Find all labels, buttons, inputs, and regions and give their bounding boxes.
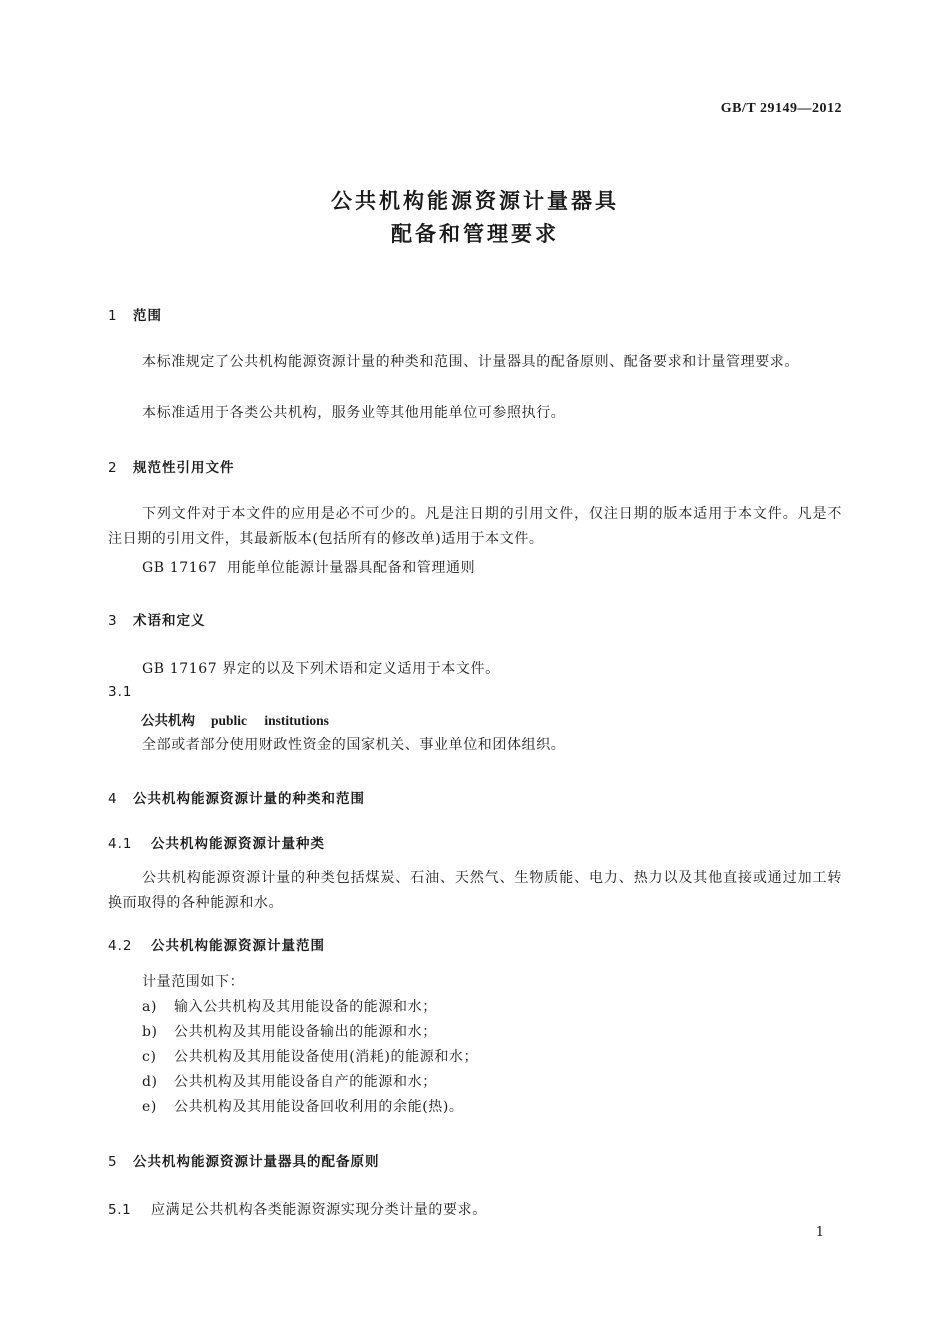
section-3-heading: [108, 609, 206, 629]
list-item: [142, 1046, 478, 1066]
clause-5-1: [108, 1199, 487, 1219]
section-title: 术语和定义: [133, 613, 206, 629]
standard-code: GB/T 29149—2012: [720, 101, 842, 116]
section-1-heading: [108, 304, 162, 324]
list-text: 公共机构及其用能设备使用(消耗)的能源和水；: [174, 1049, 479, 1065]
subsection-number: 4.2: [108, 938, 133, 954]
term-en: public institutions: [211, 713, 329, 728]
section-1-para-2: 本标准适用于各类公共机构，服务业等其他用能单位可参照执行。: [142, 405, 566, 421]
section-2-heading: [108, 456, 235, 476]
subsection-title: 公共机构能源资源计量种类: [151, 836, 325, 852]
section-number: 4: [108, 791, 118, 807]
doc-title-line1: 公共机构能源资源计量器具: [331, 189, 619, 213]
list-text: 公共机构及其用能设备自产的能源和水；: [174, 1074, 437, 1090]
list-label: e): [142, 1099, 157, 1115]
list-item: [142, 1071, 437, 1091]
list-label: b): [142, 1024, 158, 1040]
section-5-heading: [108, 1150, 380, 1170]
term-definition: 全部或者部分使用财政性资金的国家机关、事业单位和团体组织。: [142, 737, 566, 753]
clause-number: 5.1: [108, 1202, 132, 1218]
range-intro: 计量范围如下：: [142, 974, 245, 990]
list-label: c): [142, 1049, 157, 1065]
list-text: 公共机构及其用能设备回收利用的余能(热)。: [174, 1099, 464, 1115]
section-number: 5: [108, 1154, 118, 1170]
subsection-title: 公共机构能源资源计量范围: [151, 938, 325, 954]
list-label: a): [142, 999, 158, 1015]
term-heading: [141, 709, 329, 729]
subsection-number: 4.1: [108, 836, 133, 852]
section-4-heading: [108, 787, 365, 807]
section-title: 公共机构能源资源计量的种类和范围: [133, 791, 365, 807]
list-text: 输入公共机构及其用能设备的能源和水；: [174, 999, 437, 1015]
section-title: 范围: [133, 308, 162, 324]
section-2-para-1: 下列文件对于本文件的应用是必不可少的。凡是注日期的引用文件，仅注日期的版本适用于本文件。凡是不注日期的引用文件，其最新版本(包括所有的修改单)适用于本文件。: [108, 506, 842, 547]
list-item: [142, 1021, 437, 1041]
page-number: 1: [815, 1225, 824, 1240]
normative-reference: [142, 557, 475, 577]
subsection-4-1-heading: [108, 832, 325, 852]
reference-title: 用能单位能源计量器具配备和管理通则: [227, 560, 476, 576]
term-zh: 公共机构: [141, 713, 195, 729]
list-item: [142, 1096, 464, 1116]
doc-title-line2: 配备和管理要求: [391, 222, 559, 246]
term-number: 3.1: [108, 684, 133, 700]
reference-code: GB 17167: [142, 560, 218, 576]
section-title: 公共机构能源资源计量器具的配备原则: [133, 1154, 380, 1170]
list-item: [142, 996, 437, 1016]
list-label: d): [142, 1074, 158, 1090]
section-3-para-1: GB 17167 界定的以及下列术语和定义适用于本文件。: [142, 661, 500, 677]
section-number: 2: [108, 460, 118, 476]
section-number: 1: [108, 308, 118, 324]
section-number: 3: [108, 613, 118, 629]
subsection-4-2-heading: [108, 934, 325, 954]
list-text: 公共机构及其用能设备输出的能源和水；: [174, 1024, 437, 1040]
clause-text: 应满足公共机构各类能源资源实现分类计量的要求。: [151, 1202, 487, 1218]
section-title: 规范性引用文件: [133, 460, 235, 476]
section-1-para-1: 本标准规定了公共机构能源资源计量的种类和范围、计量器具的配备原则、配备要求和计量管理要求。: [142, 354, 799, 370]
subsection-4-1-para: 公共机构能源资源计量的种类包括煤炭、石油、天然气、生物质能、电力、热力以及其他直接或通过加工转换而取得的各种能源和水。: [108, 870, 842, 911]
